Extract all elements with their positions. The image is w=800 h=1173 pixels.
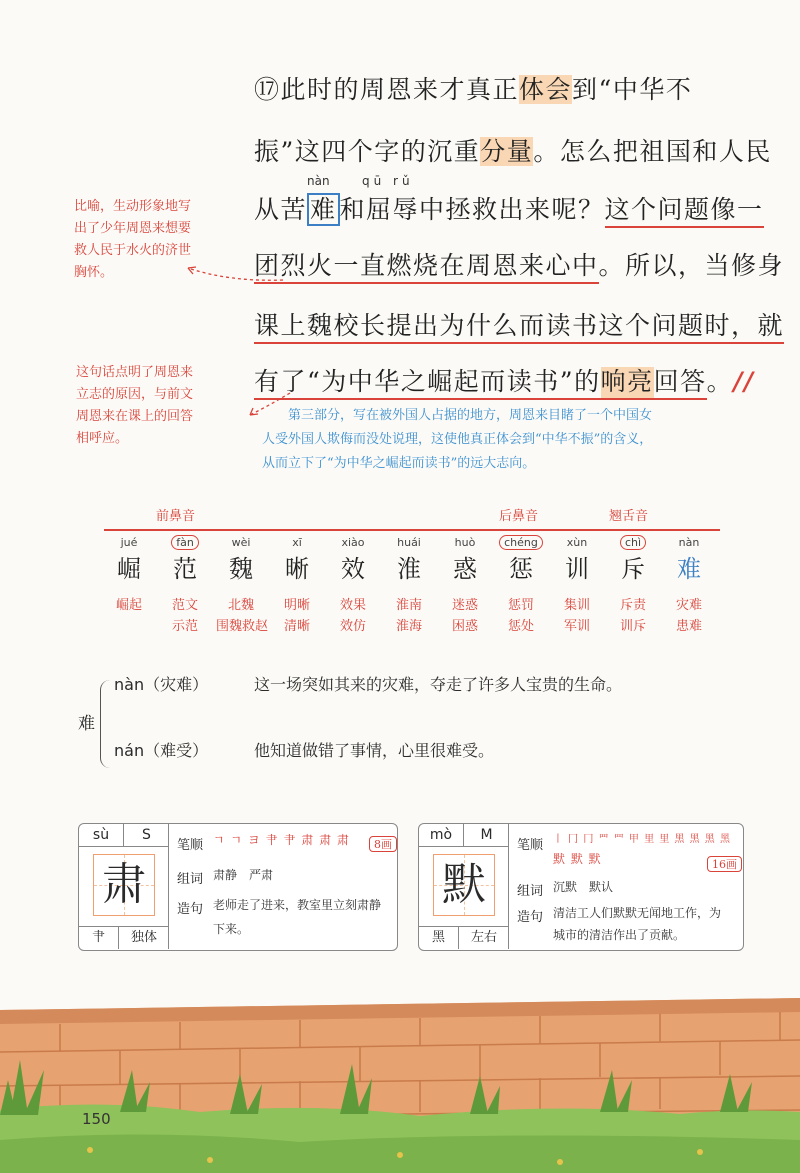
passage-line-2: 振”这四个字的沉重分量。怎么把祖国和人民 bbox=[254, 137, 772, 166]
passage-line-6: 有了“为中华之崛起而读书”的响亮回答。// bbox=[254, 362, 754, 402]
card-initial: M bbox=[480, 827, 493, 843]
pron-char: 范 bbox=[173, 555, 197, 583]
pron-col-0 bbox=[104, 533, 154, 637]
pron-col-8 bbox=[552, 533, 602, 637]
annotation-metaphor: 比喻，生动形象地写 出了少年周恩来想要 救人民于水火的济世 胸怀。 bbox=[74, 199, 192, 280]
card-structure: 左右 bbox=[470, 930, 497, 945]
pron-word-2: 训斥 bbox=[619, 619, 646, 634]
stroke-order-2: 默 默 默 bbox=[553, 852, 602, 866]
pron-col-7 bbox=[496, 533, 546, 637]
card-pinyin: sù bbox=[79, 824, 124, 846]
highlight-word: 分量 bbox=[480, 137, 534, 166]
tianzige-box bbox=[433, 854, 495, 916]
poly-char: 难 bbox=[78, 714, 95, 734]
pron-word-2: 军训 bbox=[563, 619, 590, 634]
passage-line-3: 从苦 难 和屈辱中拯救出来呢？这个问题像一 bbox=[254, 190, 764, 230]
section-break-mark: // bbox=[733, 367, 755, 396]
card-sentence: 清洁工人们默默无闻地工作，为 bbox=[553, 906, 722, 920]
underlined-text: 团烈火一直燃烧在周恩来心中 bbox=[254, 251, 599, 284]
pron-word-1: 北魏 bbox=[227, 598, 254, 613]
pron-word-1: 崛起 bbox=[115, 598, 142, 613]
card-words: 肃静 严肃 bbox=[213, 868, 274, 882]
pron-pinyin: jué bbox=[120, 536, 138, 549]
card-sentence: 老师走了进来，教室里立刻肃静 bbox=[213, 898, 382, 912]
pron-word-1: 淮南 bbox=[395, 598, 422, 613]
passage-line-1: ⑰此时的周恩来才真正体会到“中华不 bbox=[254, 75, 693, 104]
table-top-rule bbox=[104, 529, 720, 531]
pron-word-2: 淮海 bbox=[395, 619, 422, 634]
pron-pinyin: chéng bbox=[496, 533, 546, 553]
poly-reading-1: nàn（灾难） 这一场突如其来的灾难，夺走了许多人宝贵的生命。 bbox=[114, 675, 623, 694]
category-retroflex: 翘舌音 bbox=[609, 509, 649, 524]
pron-word-1: 迷惑 bbox=[451, 598, 478, 613]
highlight-word: 体会 bbox=[519, 75, 573, 104]
annotation-reason: 这句话点明了周恩来 立志的原因，与前文 周恩来在课上的回答 相呼应。 bbox=[76, 365, 194, 446]
card-char: 肃 bbox=[102, 859, 146, 910]
pron-word-2: 示范 bbox=[171, 619, 198, 634]
stroke-count: 16画 bbox=[707, 856, 742, 872]
pinyin-nan: nàn bbox=[307, 174, 330, 188]
pron-col-4 bbox=[328, 533, 378, 637]
pron-col-9 bbox=[608, 533, 658, 637]
pron-char: 惩 bbox=[509, 555, 533, 583]
card-structure: 独体 bbox=[130, 930, 157, 945]
stroke-count: 8画 bbox=[369, 836, 397, 852]
pron-pinyin: huò bbox=[454, 536, 476, 549]
pron-word-2: 困惑 bbox=[451, 619, 478, 634]
pron-char: 难 bbox=[677, 555, 701, 583]
passage-line-4: 团烈火一直燃烧在周恩来心中。所以，当修身 bbox=[254, 246, 784, 286]
pron-pinyin: xiào bbox=[341, 536, 365, 549]
pron-char: 斥 bbox=[621, 555, 645, 583]
pron-pinyin: xī bbox=[292, 536, 302, 549]
pron-word-2: 清晰 bbox=[283, 619, 310, 634]
pron-pinyin: nàn bbox=[678, 536, 700, 549]
poly-reading-2: nán（难受） 他知道做错了事情，心里很难受。 bbox=[114, 741, 495, 760]
card-words: 沉默 默认 bbox=[553, 880, 614, 894]
pron-word-1: 集训 bbox=[563, 598, 590, 613]
pron-pinyin: huái bbox=[397, 536, 421, 549]
pron-char: 效 bbox=[341, 555, 365, 583]
pron-word-1: 斥责 bbox=[619, 598, 646, 613]
card-pinyin: mò bbox=[419, 824, 464, 846]
pron-col-5 bbox=[384, 533, 434, 637]
pron-word-2: 效仿 bbox=[339, 619, 366, 634]
pron-pinyin: fàn bbox=[160, 533, 210, 553]
pron-word-1: 灾难 bbox=[675, 598, 702, 613]
page-number: 150 bbox=[82, 1110, 111, 1128]
pron-word-1: 效果 bbox=[339, 598, 366, 613]
pron-pinyin: wèi bbox=[231, 536, 251, 549]
pron-char: 晰 bbox=[285, 555, 309, 583]
char-card-su: sù S 肃 肀 独体 笔顺 ㄱ ㄱ ヨ 肀 肀 肃 肃 肃 8画 组词 肃静 严肃 造句 老师走了进来，教室里立刻肃静 下来。 bbox=[78, 823, 398, 951]
card-radical: 肀 bbox=[79, 927, 119, 949]
section-summary: 第三部分，写在被外国人占据的地方，周恩来目睹了一个中国女 人受外国人欺侮而没处说理，这使他真正体会到“中华不振”的含义， 从而立下了“为中华之崛起而读书”的远大志向。 bbox=[262, 408, 653, 471]
pron-col-1 bbox=[160, 533, 210, 637]
pron-word-1: 明晰 bbox=[283, 598, 310, 613]
pron-char: 淮 bbox=[397, 555, 421, 583]
category-front-nasal: 前鼻音 bbox=[156, 509, 196, 524]
pron-pinyin: chì bbox=[608, 533, 658, 553]
pron-word-2 bbox=[104, 616, 154, 637]
pinyin-quru: qū rǔ bbox=[362, 174, 414, 188]
pron-word-1: 范文 bbox=[171, 598, 198, 613]
pron-col-2 bbox=[216, 533, 269, 637]
card-initial: S bbox=[142, 827, 151, 843]
underlined-text: 课上魏校长提出为什么而读书这个问题时，就 bbox=[254, 311, 784, 344]
pron-char: 魏 bbox=[229, 555, 253, 583]
card-radical: 黑 bbox=[419, 927, 459, 949]
pron-word-2: 围魏救赵 bbox=[216, 619, 269, 634]
pron-pinyin: xùn bbox=[566, 536, 588, 549]
tianzige-box bbox=[93, 854, 155, 916]
char-card-mo: mò M 默 黑 左右 笔顺 丨 冂 冂 罒 罒 甲 里 里 黑 黑 黑 黑 默 默 默 16画 组词 沉默 默认 造句 清洁工人们默默无闻地工作，为 城市的清洁作出了贡献。 bbox=[418, 823, 744, 951]
pron-col-10 bbox=[664, 533, 714, 637]
underlined-text: 这个问题像一 bbox=[605, 195, 764, 228]
pron-char: 崛 bbox=[117, 555, 141, 583]
pron-char: 惑 bbox=[453, 555, 477, 583]
pron-col-3 bbox=[272, 533, 322, 637]
card-char: 默 bbox=[442, 859, 486, 910]
pron-word-2: 患难 bbox=[675, 619, 702, 634]
category-back-nasal: 后鼻音 bbox=[499, 509, 539, 524]
boxed-char: 难 bbox=[307, 193, 340, 226]
pron-word-2: 惩处 bbox=[507, 619, 534, 634]
paragraph-number: ⑰ bbox=[254, 75, 281, 104]
wall-and-grass-illustration bbox=[0, 990, 800, 1173]
stroke-order: ㄱ ㄱ ヨ 肀 肀 肃 肃 肃 bbox=[213, 833, 350, 847]
brace bbox=[100, 680, 114, 768]
pron-char: 训 bbox=[565, 555, 589, 583]
stroke-order: 丨 冂 冂 罒 罒 甲 里 里 黑 黑 黑 黑 bbox=[553, 834, 731, 845]
highlight-word: 响亮 bbox=[601, 367, 654, 400]
pron-col-6 bbox=[440, 533, 490, 637]
pron-word-1: 惩罚 bbox=[507, 598, 534, 613]
